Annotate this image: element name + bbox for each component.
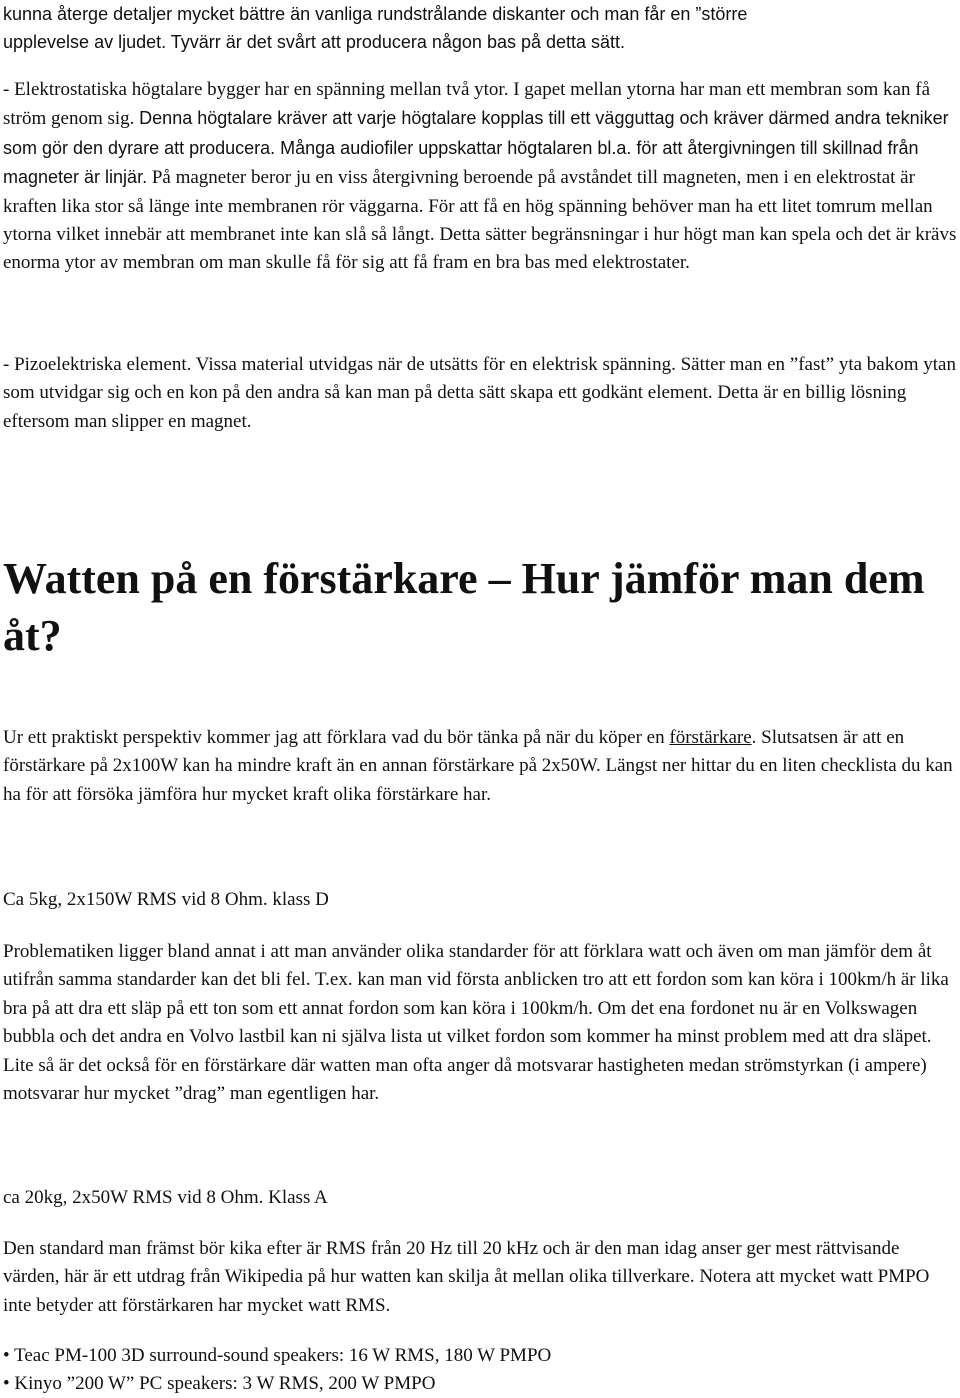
paragraph-standard: Den standard man främst bör kika efter är RMS från 20 Hz till 20 kHz och är den man idag anser ger mest rättvisande värden, här är ett utdrag från Wikipedia på hur watten kan skilja åt mellan olika tillverkare. Notera att mycket watt PMPO inte betyder att förstärkaren har mycket watt RMS. [3,1238,930,1316]
paragraph-intro [3,724,957,809]
spec-line-1: Ca 5kg, 2x150W RMS vid 8 Ohm. klass D [3,889,329,910]
text-line: upplevelse av ljudet. Tyvärr är det svårt att producera någon bas på detta sätt. [3,32,626,53]
text-run: Denna högtalare kräver att varje högtalare kopplas till ett vägguttag och kräver därmed andra tekniker som gör den dyrare att producera. Många audiofiler uppskattar högtalaren bl.a. för att återgivningen till skillnad från magneter är linjär. [3,108,949,188]
spec-line-2: ca 20kg, 2x50W RMS vid 8 Ohm. Klass A [3,1187,328,1208]
text-run: För att få en hög spänning behöver man ha ett litet tomrum mellan ytorna vilket innebär att membranet inte kan slå så långt. Detta sätter begränsningar i hur högt man kan spela och det är krävs enorma ytor av membran om man skulle få för sig att få fram en bra bas med elektrostater. [3,195,957,274]
text-run: - Elektrostatiska högtalare bygger har en spänning mellan två ytor. I gapet mellan ytorna har man ett membran som kan få ström genom sig. [3,79,931,130]
amplifier-link[interactable]: förstärkare [669,727,752,748]
text-line: kunna återge detaljer mycket bättre än vanliga rundstrålande diskanter och man får en ”större [3,4,748,24]
paragraph-piezoelectric: - Pizoelektriska element. Vissa material utvidgas när de utsätts för en elektrisk spänning. Sätter man en ”fast” yta bakom ytan som utvidgar sig och en kon på den andra så kan man på detta sätt skapa ett godkänt element. Detta är en billig lösning eftersom man slipper en magnet. [3,354,956,432]
text-run: Ur ett praktiskt perspektiv kommer jag att förklara vad du bör tänka på när du köper en [3,727,670,748]
text-run: . Slutsatsen är att en förstärkare på 2x100W kan ha mindre kraft än en annan förstärkare på 2x50W. Längst ner hittar du en liten checklista du kan ha för att försöka jämföra hur mycket kraft olika förstärkare har. [3,727,953,805]
paragraph-tweeter-continuation [3,0,957,57]
text-run: På magneter beror ju en viss återgivning beroende på avståndet till magneten, men i en elektrostat är kraften lika stor så länge inte membranen rör väggarna. [3,167,915,217]
section-heading: Watten på en förstärkare – Hur jämför man dem åt? [3,554,925,660]
paragraph-electrostatic [3,76,957,278]
list-item: • Kinyo ”200 W” PC speakers: 3 W RMS, 200 W PMPO [3,1370,957,1398]
list-item: • Teac PM-100 3D surround-sound speakers: 16 W RMS, 180 W PMPO [3,1342,957,1370]
paragraph-problem: Problematiken ligger bland annat i att man använder olika standarder för att förklara watt och även om man jämför dem åt utifrån samma standarder kan det bli fel. T.ex. kan man vid första anblicken tro att ett fordon som kan köra i 100km/h är lika bra på att dra ett släp på ett ton som ett annat fordon som kan köra i 100km/h. Om det ena fordonet nu är en Volkswagen bubbla och det andra en Volvo lastbil kan ni själva lista ut vilket fordon som kommer ha minst problem med att dra släpet. Lite så är det också för en förstärkare där watten man ofta anger då motsvarar hastigheten medan strömstyrkan (i ampere) motsvarar hur mycket ”drag” man egentligen har. [3,941,949,1105]
bullet-list [3,1342,957,1398]
